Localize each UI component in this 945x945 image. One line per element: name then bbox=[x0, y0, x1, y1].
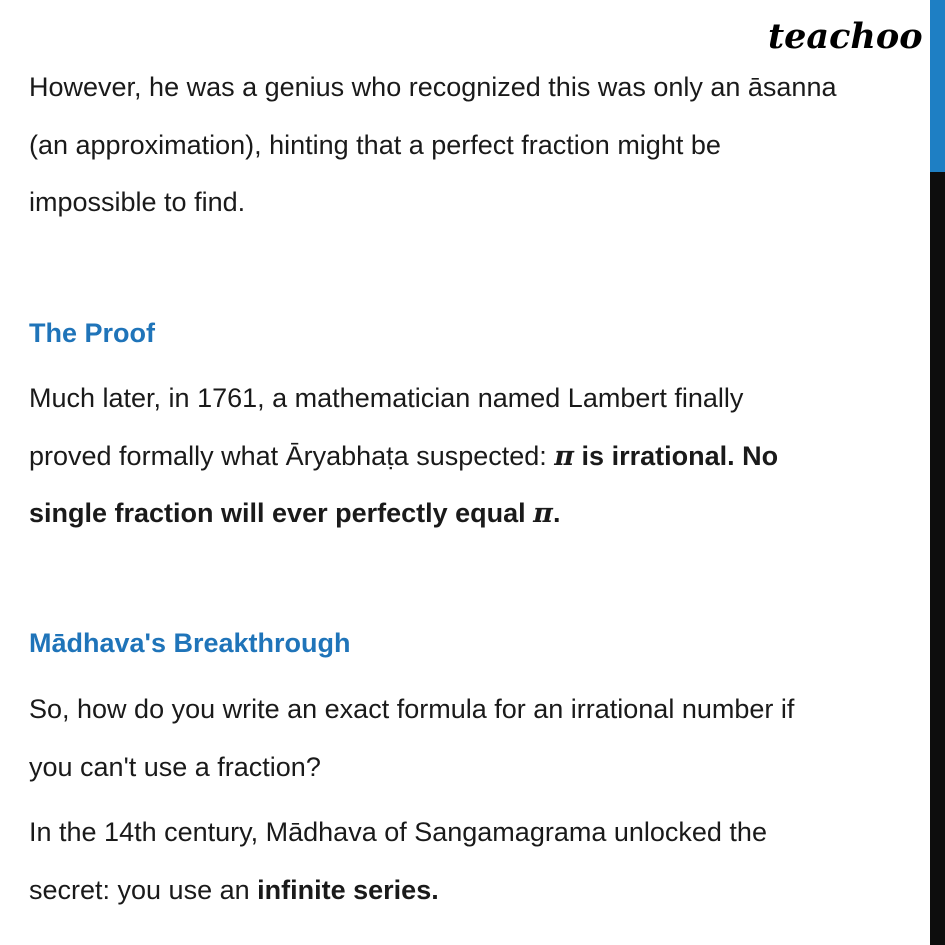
paragraph-line: In the 14th century, Mādhava of Sangamagrama unlocked the bbox=[29, 817, 767, 847]
paragraph-line: However, he was a genius who recognized this was only an āsanna bbox=[29, 72, 837, 102]
paragraph-line bbox=[29, 440, 778, 473]
pi-symbol: π bbox=[533, 498, 553, 529]
scrollbar-track[interactable] bbox=[930, 172, 945, 945]
section-heading-proof: The Proof bbox=[29, 318, 155, 348]
scrollbar-thumb[interactable] bbox=[930, 0, 945, 172]
pi-symbol: π bbox=[554, 441, 575, 472]
bold-text: is irrational. No bbox=[574, 441, 779, 471]
section-heading-madhava: Mādhava's Breakthrough bbox=[29, 628, 351, 658]
teachoo-logo: teachoo bbox=[768, 16, 923, 57]
text-run: secret: you use an bbox=[29, 875, 258, 905]
paragraph-line: you can't use a fraction? bbox=[29, 752, 321, 782]
paragraph-line: Much later, in 1761, a mathematician named Lambert finally bbox=[29, 383, 744, 413]
text-run: proved formally what Āryabhaṭa suspected: bbox=[29, 441, 555, 471]
bold-text: infinite series. bbox=[257, 875, 439, 905]
bold-text: . bbox=[552, 498, 561, 528]
paragraph-line bbox=[29, 874, 439, 906]
bold-text: single fraction will ever perfectly equal bbox=[29, 498, 534, 528]
vertical-scrollbar[interactable] bbox=[930, 0, 945, 945]
paragraph-line: So, how do you write an exact formula for an irrational number if bbox=[29, 694, 795, 724]
paragraph-line: impossible to find. bbox=[29, 187, 246, 217]
paragraph-line bbox=[29, 497, 560, 530]
paragraph-line: (an approximation), hinting that a perfect fraction might be bbox=[29, 130, 721, 160]
